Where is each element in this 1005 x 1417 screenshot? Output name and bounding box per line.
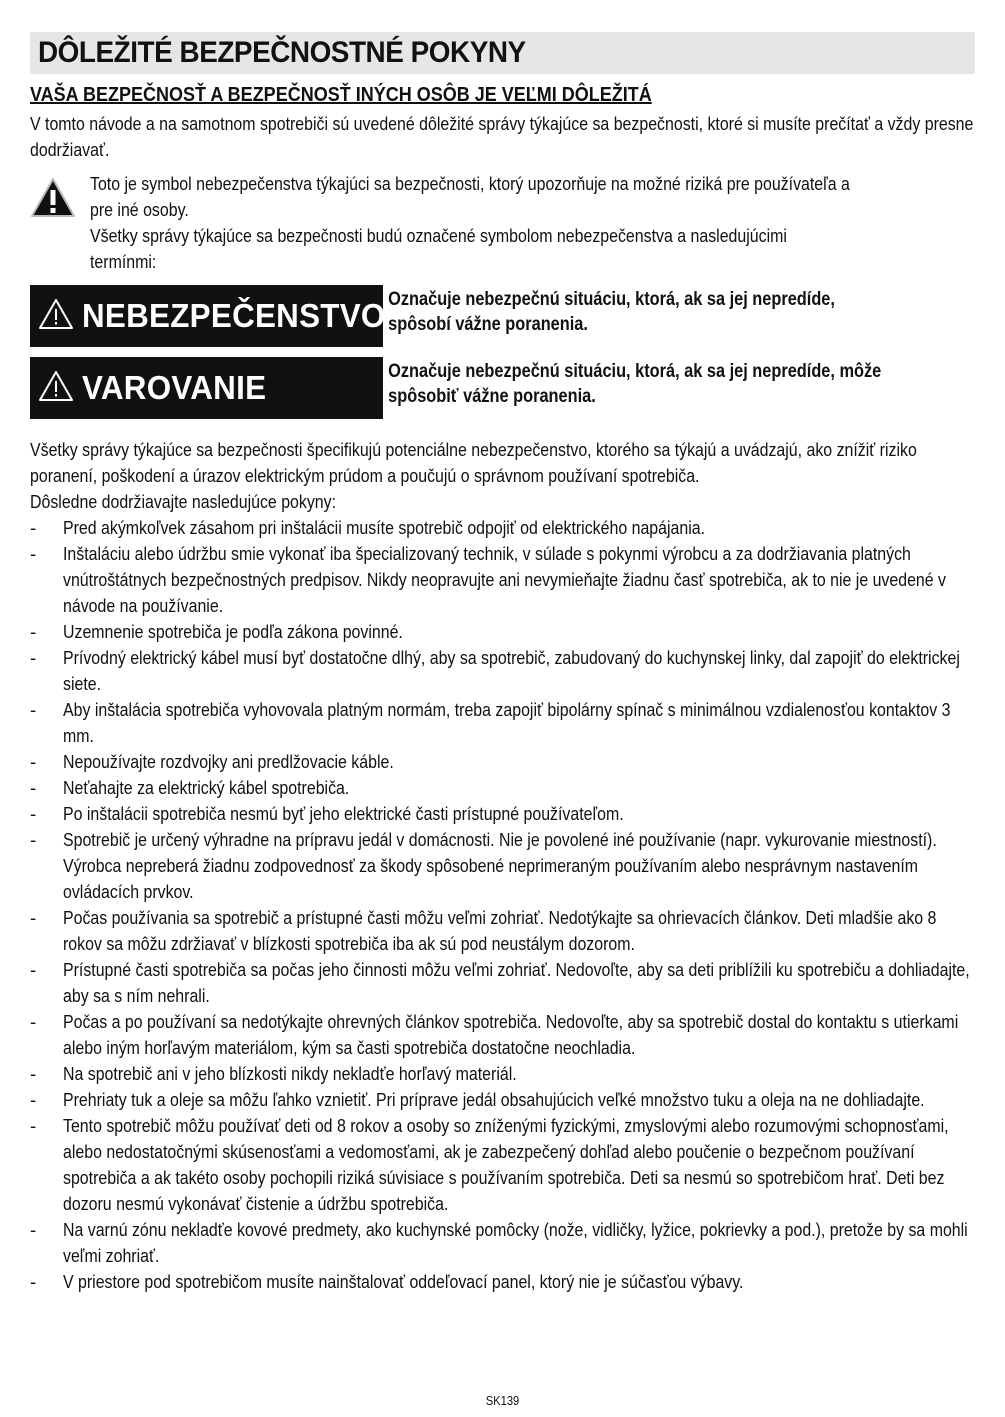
body-intro: Všetky správy týkajúce sa bezpečnosti špecifikujú potenciálne nebezpečenstvo, ktorého sa týkajú a uvádzajú, ako znížiť riziko poranení, poškodení a úrazov elektrickým prúdom a poučujú o správnom používaní spotrebiča.: [30, 439, 917, 486]
list-item: [30, 957, 975, 1009]
danger-signal-word: NEBEZPEČENSTVO: [82, 297, 386, 334]
list-dash: -: [30, 1271, 37, 1292]
warning-note-line1: Toto je symbol nebezpečenstva týkajúci sa bezpečnosti, ktorý upozorňuje na možné riziká pre používateľa a pre iné osoby.: [90, 173, 850, 220]
list-item: [30, 905, 975, 957]
list-item: [30, 645, 975, 697]
alert-triangle-icon: [38, 370, 74, 407]
warning-note: [30, 171, 975, 275]
alert-triangle-icon: [38, 298, 74, 335]
list-item-text: Počas a po používaní sa nedotýkajte ohrevných článkov spotrebiča. Nedovoľte, aby sa spotrebič dostal do kontaktu s utierkami alebo iným horľavým materiálom, kým sa časti spotrebiča dostatočne neochladia.: [63, 1011, 959, 1058]
list-item-text: Prehriaty tuk a oleje sa môžu ľahko vznietiť. Pri príprave jedál obsahujúcich veľké množstvo tuku a oleja na ne dohliadajte.: [63, 1089, 925, 1110]
list-item-text: Pred akýmkoľvek zásahom pri inštalácii musíte spotrebič odpojiť od elektrického napájania.: [63, 517, 706, 538]
list-dash: -: [30, 751, 37, 772]
list-dash: -: [30, 517, 37, 538]
list-item: [30, 1217, 975, 1269]
warning-note-line2: Všetky správy týkajúce sa bezpečnosti budú označené symbolom nebezpečenstva a nasledujúcimi termínmi:: [90, 225, 787, 272]
page-number: SK139: [485, 1393, 520, 1408]
list-dash: -: [30, 959, 37, 980]
warning-signal-word: VAROVANIE: [82, 369, 267, 406]
list-dash: -: [30, 1089, 37, 1110]
danger-label-box: [30, 285, 386, 347]
intro-paragraph: V tomto návode a na samotnom spotrebiči sú uvedené dôležité správy týkajúce sa bezpečnosti, ktoré si musíte prečítať a vždy presne dodržiavať.: [30, 113, 974, 160]
list-item: [30, 1113, 975, 1217]
list-dash: -: [30, 829, 37, 850]
section-subtitle: VAŠA BEZPEČNOSŤ A BEZPEČNOSŤ INÝCH OSÔB JE VEĽMI DÔLEŽITÁ: [30, 84, 652, 106]
list-item: [30, 1087, 975, 1113]
list-dash: -: [30, 1219, 37, 1240]
list-dash: -: [30, 543, 37, 564]
list-item-text: Nepoužívajte rozdvojky ani predlžovacie káble.: [63, 751, 394, 772]
list-item: [30, 801, 975, 827]
list-item-text: Inštaláciu alebo údržbu smie vykonať iba špecializovaný technik, v súlade s pokynmi výrobcu a za dodržiavania platných vnútroštátnych bezpečnostných predpisov. Nikdy neopravujte ani nevymieňajte žiadnu časť spotrebiča, ak to nie je uvedené v návode na používanie.: [63, 543, 947, 616]
list-item: [30, 775, 975, 801]
list-item-text: Aby inštalácia spotrebiča vyhovovala platným normám, treba zapojiť bipolárny spínač s minimálnou vzdialenosťou kontaktov 3 mm.: [63, 699, 951, 746]
list-item-text: Počas používania sa spotrebič a prístupné časti môžu veľmi zohriať. Nedotýkajte sa ohrievacích článkov. Deti mladšie ako 8 rokov sa môžu zdržiavať v blízkosti spotrebiča iba ak sú pod neustálym dozorom.: [63, 907, 937, 954]
signal-row-warning: [30, 357, 975, 419]
list-item-text: Uzemnenie spotrebiča je podľa zákona povinné.: [63, 621, 403, 642]
list-dash: -: [30, 1063, 37, 1084]
list-item: [30, 541, 975, 619]
list-item-text: Tento spotrebič môžu používať deti od 8 rokov a osoby so zníženými fyzickými, zmyslovými alebo rozumovými schopnosťami, alebo nedostatočnými skúsenosťami a vedomosťami, ak je zabezpečený dohľad alebo poučenie o bezpečnom používaní spotrebiča a ak takéto osoby pochopili riziká súvisiace s používaním spotrebiča. Deti sa nesmú so spotrebičom hrať. Deti bez dozoru nesmú vykonávať čistenie a údržbu spotrebiča.: [63, 1115, 949, 1214]
list-dash: -: [30, 1115, 37, 1136]
list-item-text: V priestore pod spotrebičom musíte nainštalovať oddeľovací panel, ktorý nie je súčasťou výbavy.: [63, 1271, 744, 1292]
list-item: [30, 619, 975, 645]
list-dash: -: [30, 621, 37, 642]
list-item-text: Neťahajte za elektrický kábel spotrebiča.: [63, 777, 350, 798]
safety-rules-list: [30, 515, 975, 1295]
warning-triangle-icon: [30, 171, 90, 275]
list-dash: -: [30, 647, 37, 668]
warning-label-box: [30, 357, 383, 419]
safety-page: [30, 32, 975, 1295]
list-item: [30, 749, 975, 775]
warning-description: Označuje nebezpečnú situáciu, ktorá, ak sa jej nepredíde, môže spôsobiť vážne poranenia.: [388, 361, 882, 407]
list-item: [30, 697, 975, 749]
list-dash: -: [30, 803, 37, 824]
page-title: DÔLEŽITÉ BEZPEČNOSTNÉ POKYNY: [38, 36, 526, 69]
list-dash: -: [30, 1011, 37, 1032]
list-item: [30, 1009, 975, 1061]
list-item-text: Spotrebič je určený výhradne na prípravu jedál v domácnosti. Nie je povolené iné používanie (napr. vykurovanie miestností). Výrobca nepreberá žiadnu zodpovednosť za škody spôsobené neprimeraným používaním alebo nesprávnym nastavením ovládacích prvkov.: [63, 829, 937, 902]
signal-row-danger: [30, 285, 975, 347]
list-item-text: Na varnú zónu nekladťe kovové predmety, ako kuchynské pomôcky (nože, vidličky, lyžice, pokrievky a pod.), pretože by sa mohli veľmi zohriať.: [63, 1219, 968, 1266]
title-bar: [30, 32, 975, 74]
list-dash: -: [30, 907, 37, 928]
list-item: [30, 827, 975, 905]
list-dash: -: [30, 699, 37, 720]
list-item-text: Po inštalácii spotrebiča nesmú byť jeho elektrické časti prístupné používateľom.: [63, 803, 624, 824]
body-text: [30, 437, 975, 1295]
list-dash: -: [30, 777, 37, 798]
list-item-text: Prístupné časti spotrebiča sa počas jeho činnosti môžu veľmi zohriať. Nedovoľte, aby sa deti priblížili ku spotrebiču a dohliadajte, aby sa s ním nehrali.: [63, 959, 970, 1006]
list-item: [30, 1269, 975, 1295]
body-lead: Dôsledne dodržiavajte nasledujúce pokyny:: [30, 491, 337, 512]
list-item: [30, 1061, 975, 1087]
danger-description: Označuje nebezpečnú situáciu, ktorá, ak sa jej nepredíde, spôsobí vážne poranenia.: [388, 289, 835, 335]
list-item: [30, 515, 975, 541]
list-item-text: Na spotrebič ani v jeho blízkosti nikdy nekladťe horľavý materiál.: [63, 1063, 517, 1084]
list-item-text: Prívodný elektrický kábel musí byť dostatočne dlhý, aby sa spotrebič, zabudovaný do kuchynskej linky, dal zapojiť do elektrickej siete.: [63, 647, 960, 694]
